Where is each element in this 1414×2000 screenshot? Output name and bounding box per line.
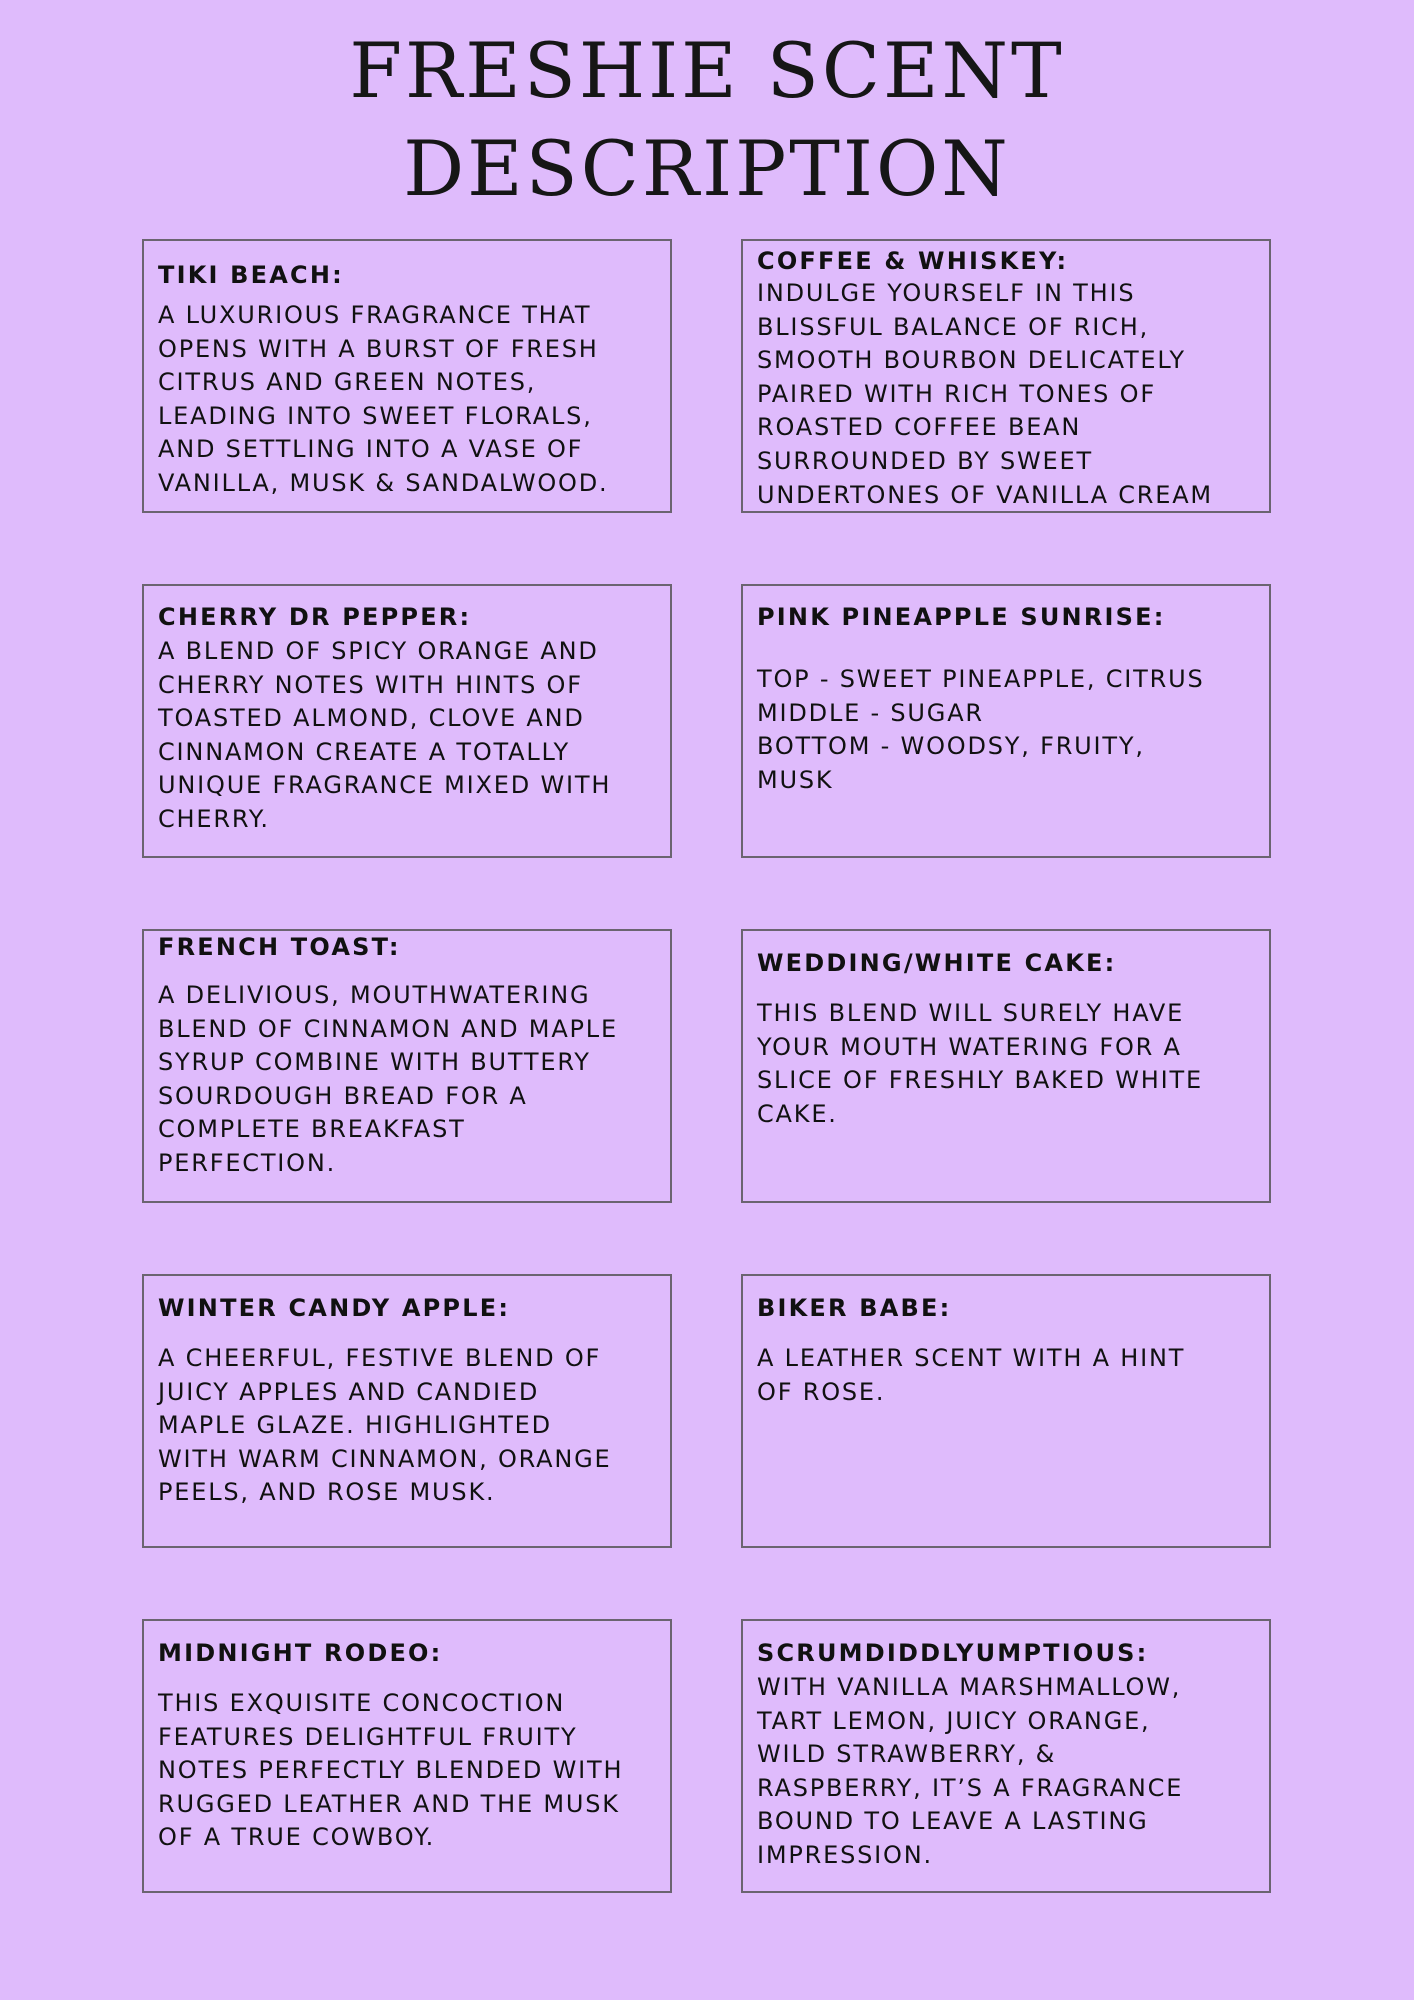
scent-name: TIKI BEACH: bbox=[158, 261, 344, 289]
scent-card-cherry-dr-pepper bbox=[142, 584, 672, 858]
scent-card-scrumdiddlyumptious bbox=[741, 1619, 1271, 1893]
page-title-line-1: FRESHIE SCENT bbox=[349, 26, 1065, 115]
scent-name: WINTER CANDY APPLE: bbox=[158, 1294, 511, 1322]
scent-card-tiki-beach bbox=[142, 239, 672, 513]
scent-card-pink-pineapple-sunrise bbox=[741, 584, 1271, 858]
scent-name: BIKER BABE: bbox=[757, 1294, 952, 1322]
scent-name: COFFEE & WHISKEY: bbox=[757, 247, 1069, 275]
scent-description: THIS EXQUISITE CONCOCTION FEATURES DELIGHTFUL FRUITY NOTES PERFECTLY BLENDED WITH RUGGED LEATHER AND THE MUSK OF A TRUE COWBOY. bbox=[158, 1689, 624, 1852]
scent-name: PINK PINEAPPLE SUNRISE: bbox=[757, 603, 1166, 631]
scent-description: WITH VANILLA MARSHMALLOW, TART LEMON, JUICY ORANGE, WILD STRAWBERRY, & RASPBERRY, IT’S A FRAGRANCE BOUND TO LEAVE A LASTING IMPRESSION. bbox=[757, 1673, 1184, 1869]
scent-description: INDULGE YOURSELF IN THIS BLISSFUL BALANCE OF RICH, SMOOTH BOURBON DELICATELY PAIRED WITH RICH TONES OF ROASTED COFFEE BEAN SURROUNDED BY SWEET UNDERTONES OF VANILLA CREAM bbox=[757, 279, 1213, 509]
scent-card-wedding-white-cake bbox=[741, 929, 1271, 1203]
scent-name: SCRUMDIDDLYUMPTIOUS: bbox=[757, 1639, 1149, 1667]
page-title-line-2: DESCRIPTION bbox=[403, 124, 1011, 213]
scent-card-winter-candy-apple bbox=[142, 1274, 672, 1548]
scent-name: FRENCH TOAST: bbox=[158, 933, 401, 961]
scent-name: CHERRY DR PEPPER: bbox=[158, 603, 472, 631]
scent-description: A BLEND OF SPICY ORANGE AND CHERRY NOTES WITH HINTS OF TOASTED ALMOND, CLOVE AND CINNAMON CREATE A TOTALLY UNIQUE FRAGRANCE MIXED WITH CHERRY. bbox=[158, 637, 612, 833]
page-title bbox=[0, 22, 1414, 218]
scent-card-midnight-rodeo bbox=[142, 1619, 672, 1893]
scent-card-coffee-whiskey bbox=[741, 239, 1271, 513]
scent-name: MIDNIGHT RODEO: bbox=[158, 1639, 443, 1667]
scent-description: THIS BLEND WILL SURELY HAVE YOUR MOUTH WATERING FOR A SLICE OF FRESHLY BAKED WHITE CAKE. bbox=[757, 999, 1203, 1128]
scent-description: A DELIVIOUS, MOUTHWATERING BLEND OF CINNAMON AND MAPLE SYRUP COMBINE WITH BUTTERY SOURDOUGH BREAD FOR A COMPLETE BREAKFAST PERFECTION. bbox=[158, 981, 618, 1177]
scent-description: TOP - SWEET PINEAPPLE, CITRUS MIDDLE - SUGAR BOTTOM - WOODSY, FRUITY, MUSK bbox=[757, 665, 1205, 794]
scent-description: A LEATHER SCENT WITH A HINT OF ROSE. bbox=[757, 1344, 1186, 1406]
scent-name: WEDDING/WHITE CAKE: bbox=[757, 949, 1117, 977]
scent-card-french-toast bbox=[142, 929, 672, 1203]
scent-description: A LUXURIOUS FRAGRANCE THAT OPENS WITH A BURST OF FRESH CITRUS AND GREEN NOTES, LEADING INTO SWEET FLORALS, AND SETTLING INTO A VASE OF VANILLA, MUSK & SANDALWOOD. bbox=[158, 301, 609, 497]
scent-description: A CHEERFUL, FESTIVE BLEND OF JUICY APPLES AND CANDIED MAPLE GLAZE. HIGHLIGHTED WITH WARM CINNAMON, ORANGE PEELS, AND ROSE MUSK. bbox=[158, 1344, 612, 1507]
scent-card-biker-babe bbox=[741, 1274, 1271, 1548]
